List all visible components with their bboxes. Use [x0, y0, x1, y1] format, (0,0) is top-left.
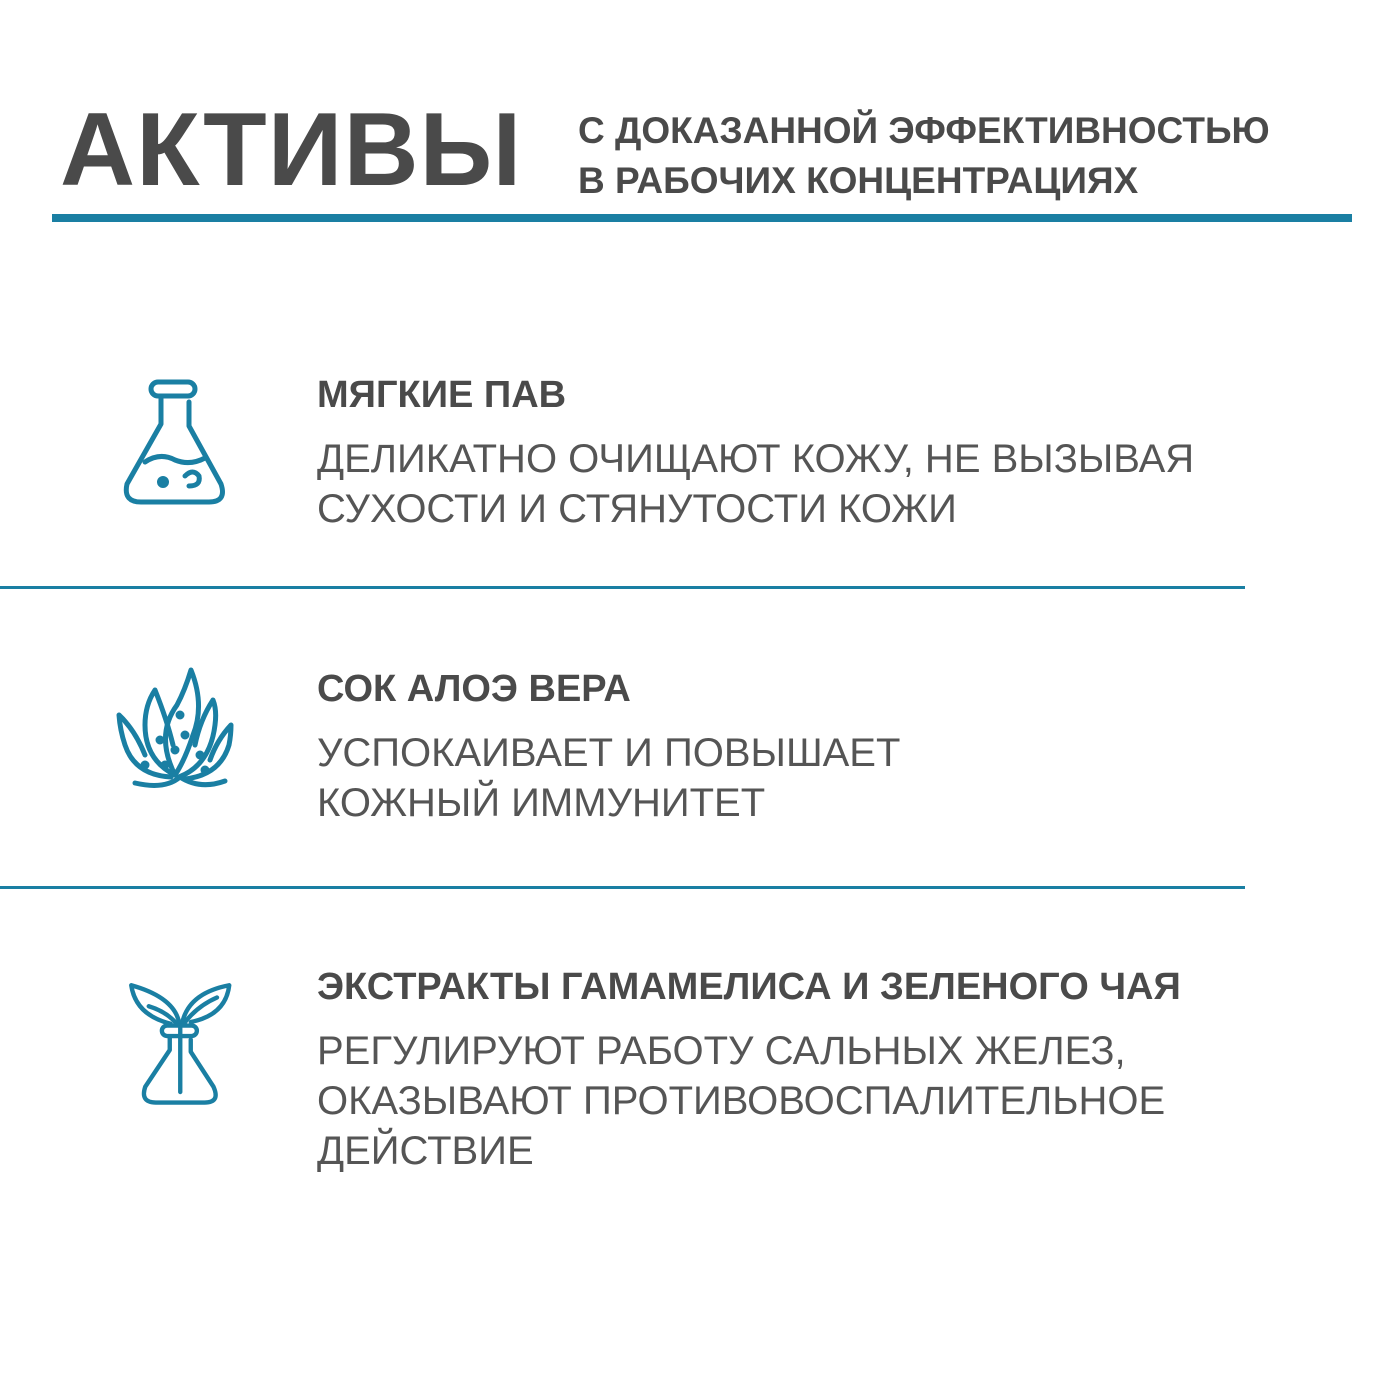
aloe-icon: [105, 665, 245, 805]
item-line: УСПОКАИВАЕТ И ПОВЫШАЕТ: [317, 731, 901, 775]
subtitle-line-1: С ДОКАЗАННОЙ ЭФФЕКТИВНОСТЬЮ: [578, 110, 1270, 151]
item-line: ОКАЗЫВАЮТ ПРОТИВОВОСПАЛИТЕЛЬНОЕ: [317, 1079, 1166, 1123]
header-divider: [52, 214, 1352, 222]
section-divider: [0, 586, 1245, 589]
item-line: ДЕЙСТВИЕ: [317, 1129, 534, 1173]
item-title: МЯГКИЕ ПАВ: [317, 374, 567, 416]
item-line: ДЕЛИКАТНО ОЧИЩАЮТ КОЖУ, НЕ ВЫЗЫВАЯ: [317, 437, 1195, 481]
item-mild-surfactants: [317, 376, 1194, 534]
item-title: ЭКСТРАКТЫ ГАМАМЕЛИСА И ЗЕЛЕНОГО ЧАЯ: [317, 966, 1181, 1008]
item-title: СОК АЛОЭ ВЕРА: [317, 668, 631, 710]
item-hamamelis-green-tea: [317, 968, 1181, 1176]
flask-icon: [105, 372, 245, 512]
plant-flask-icon: [105, 980, 245, 1120]
item-line: СУХОСТИ И СТЯНУТОСТИ КОЖИ: [317, 487, 957, 531]
item-line: РЕГУЛИРУЮТ РАБОТУ САЛЬНЫХ ЖЕЛЕЗ,: [317, 1029, 1126, 1073]
item-line: КОЖНЫЙ ИММУНИТЕТ: [317, 781, 766, 825]
item-aloe-vera: [317, 670, 900, 828]
subtitle-line-2: В РАБОЧИХ КОНЦЕНТРАЦИЯХ: [578, 160, 1139, 201]
section-divider: [0, 886, 1245, 889]
page-title: АКТИВЫ: [60, 92, 523, 208]
